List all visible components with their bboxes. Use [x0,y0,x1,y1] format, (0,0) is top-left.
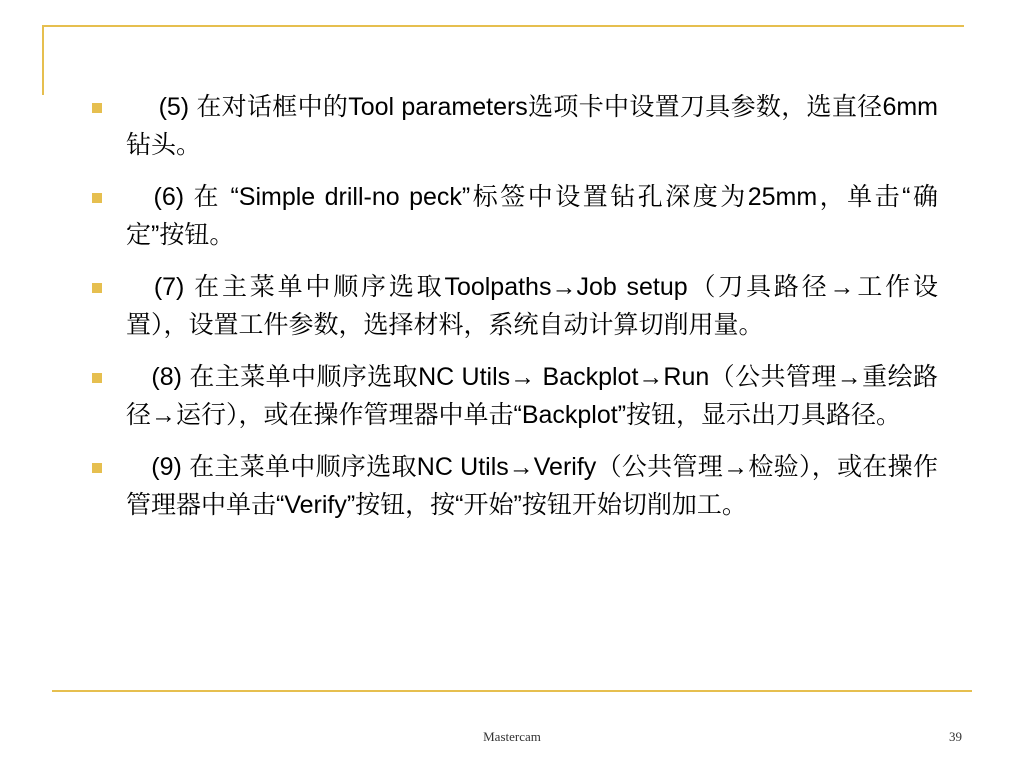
bullet-square-icon [92,283,102,293]
bullet-square-icon [92,373,102,383]
bullet-text: (8) 在主菜单中顺序选取NC Utils→ Backplot→Run（公共管理→重绘路径→运行），或在操作管理器中单击“Backplot”按钮，显示出刀具路径。 [126,363,938,429]
bullet-item [88,268,938,344]
bullet-square-icon [92,463,102,473]
bullet-text: (7) 在主菜单中顺序选取Toolpaths→Job setup（刀具路径→工作设置），设置工件参数，选择材料，系统自动计算切削用量。 [126,273,938,339]
footer-divider [52,690,972,692]
bullet-text: (5) 在对话框中的Tool parameters选项卡中设置刀具参数，选直径6mm钻头。 [126,93,938,159]
slide-bullet-list [88,88,938,538]
bullet-text: (6) 在 “Simple drill-no peck”标签中设置钻孔深度为25mm，单击“确定”按钮。 [126,183,938,249]
bullet-text: (9) 在主菜单中顺序选取NC Utils→Verify（公共管理→检验），或在操作管理器中单击“Verify”按钮，按“开始”按钮开始切削加工。 [126,453,938,519]
footer-title: Mastercam [483,729,541,744]
bullet-item [88,88,938,164]
left-decor-line [42,25,44,95]
bullet-item [88,358,938,434]
bullet-item [88,448,938,524]
page-number: 39 [949,729,962,744]
bullet-square-icon [92,193,102,203]
bullet-item [88,178,938,254]
top-decor-line [42,25,964,27]
bullet-square-icon [92,103,102,113]
